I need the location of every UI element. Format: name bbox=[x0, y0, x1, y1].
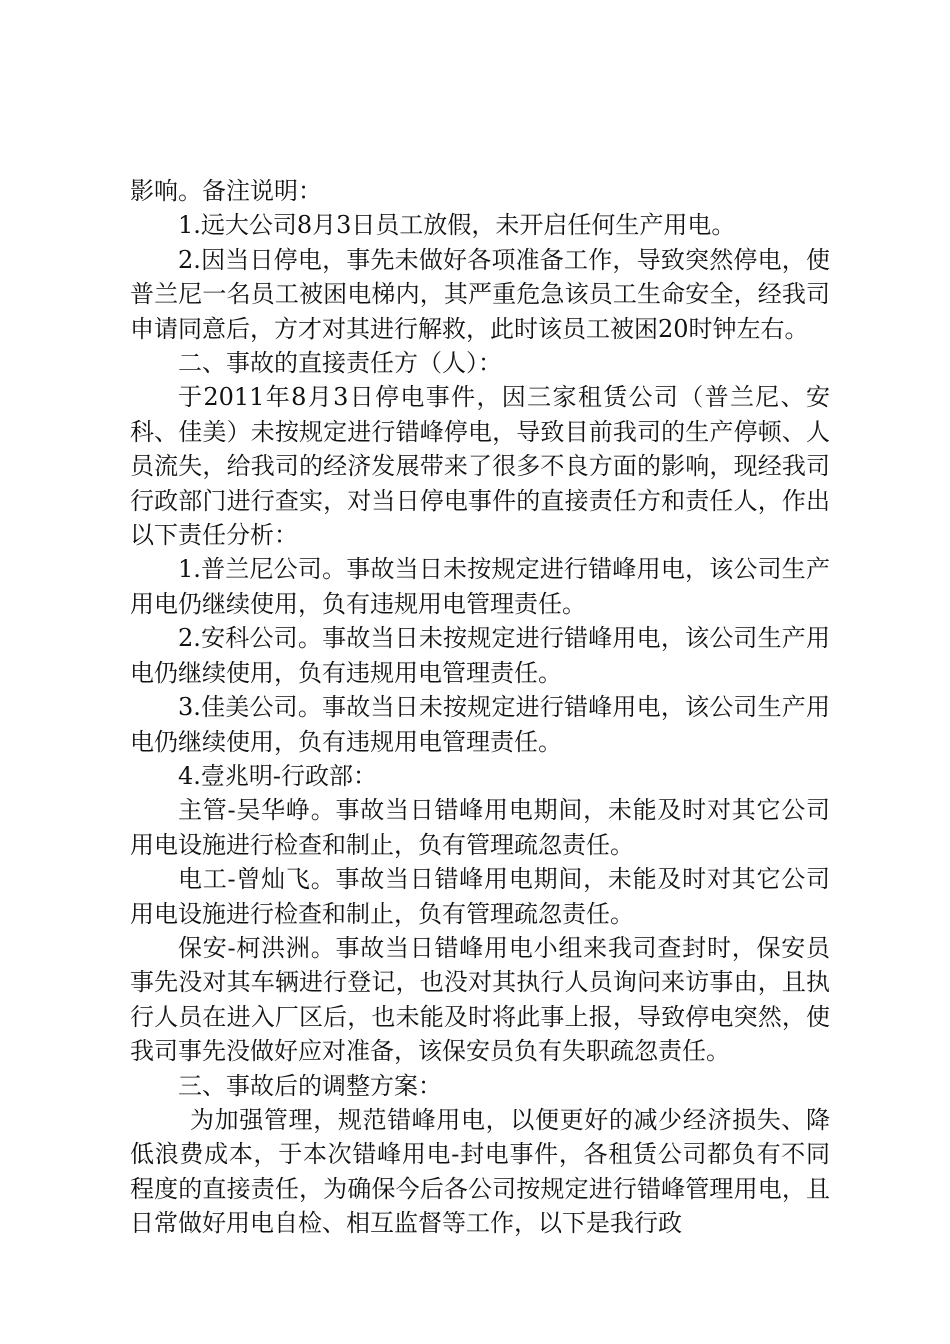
paragraph-incident-summary: 于2011年8月3日停电事件，因三家租赁公司（普兰尼、安科、佳美）未按规定进行错峰停电，导致目前我司的生产停顿、人员流失，给我司的经济发展带来了很多不良方面的影响，现经我司行政部门进行查实，对当日停电事件的直接责任方和责任人，作出以下责任分析： bbox=[130, 383, 830, 550]
paragraph-company-anke: 2.安科公司。事故当日未按规定进行错峰用电，该公司生产用电仍继续使用，负有违规用电管理责任。 bbox=[130, 624, 830, 687]
paragraph-note-2: 2.因当日停电，事先未做好各项准备工作，导致突然停电，使普兰尼一名员工被困电梯内，其严重危急该员工生命安全，经我司申请同意后，方才对其进行解救，此时该员工被困20时钟左右。 bbox=[130, 245, 830, 343]
paragraph-security-guard: 保安-柯洪洲。事故当日错峰用电小组来我司查封时，保安员事先没对其车辆进行登记，也没对其执行人员询问来访事由，且执行人员在进入厂区后，也未能及时将此事上报，导致停电突然，使我司事先没做好应对准备，该保安员负有失职疏忽责任。 bbox=[130, 933, 830, 1066]
paragraph-company-pulanni: 1.普兰尼公司。事故当日未按规定进行错峰用电，该公司生产用电仍继续使用，负有违规用电管理责任。 bbox=[130, 555, 830, 618]
paragraph-company-jiamei: 3.佳美公司。事故当日未按规定进行错峰用电，该公司生产用电仍继续使用，负有违规用电管理责任。 bbox=[130, 693, 830, 756]
paragraph-admin-department: 4.壹兆明-行政部： bbox=[178, 761, 378, 790]
paragraph-electrician: 电工-曾灿飞。事故当日错峰用电期间，未能及时对其它公司用电设施进行检查和制止，负有管理疏忽责任。 bbox=[130, 865, 830, 928]
section-heading-responsible-parties: 二、事故的直接责任方（人）： bbox=[178, 349, 502, 378]
section-heading-adjustment-plan: 三、事故后的调整方案： bbox=[178, 1071, 442, 1100]
paragraph-adjustment-plan: 为加强管理，规范错峰用电，以便更好的减少经济损失、降低浪费成本，于本次错峰用电-封电事件，各租赁公司都负有不同程度的直接责任，为确保今后各公司按规定进行错峰管理用电，且日常做好用电自检、相互监督等工作，以下是我行政 bbox=[130, 1105, 830, 1238]
document-body bbox=[130, 174, 830, 1241]
paragraph-note-1: 1.远大公司8月3日员工放假，未开启任何生产用电。 bbox=[178, 211, 736, 240]
paragraph-supervisor: 主管-吴华峥。事故当日错峰用电期间，未能及时对其它公司用电设施进行检查和制止，负有管理疏忽责任。 bbox=[130, 796, 830, 859]
paragraph-continuation-note-header: 影响。备注说明： bbox=[130, 177, 322, 205]
